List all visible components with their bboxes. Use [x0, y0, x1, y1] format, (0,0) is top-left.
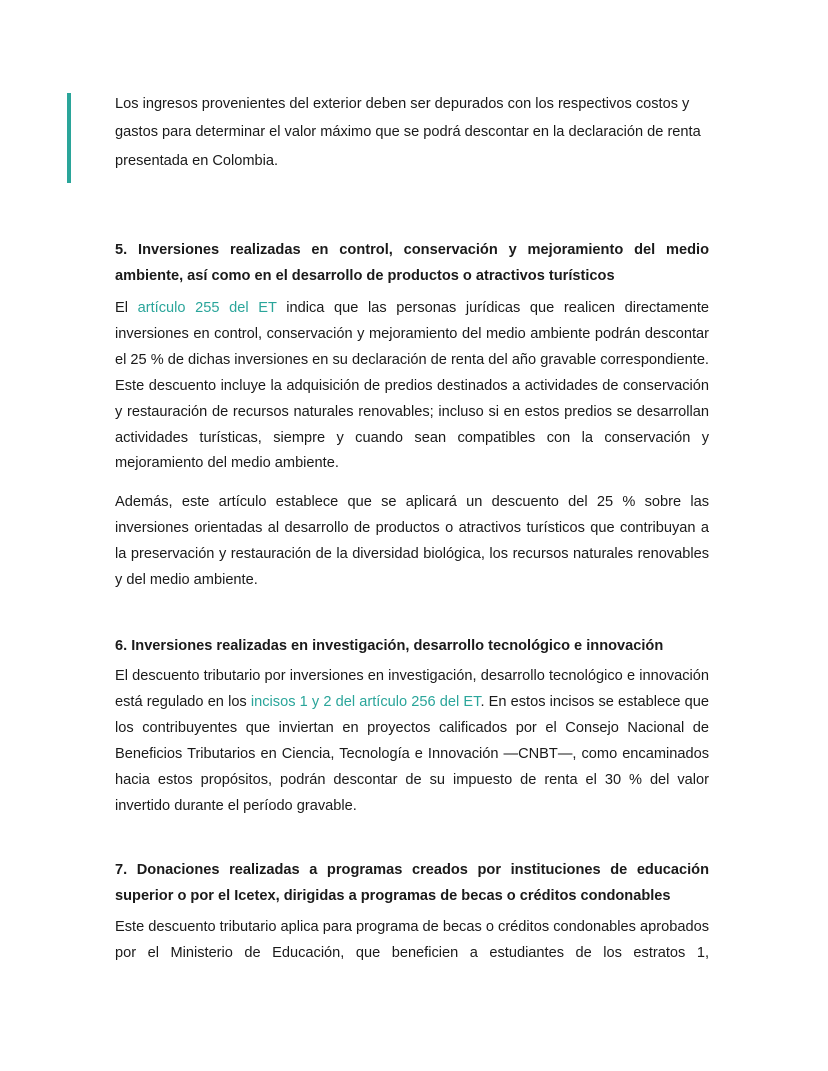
section-7-paragraph-1: Este descuento tributario aplica para programa de becas o créditos condonables aprobados por el Ministerio de Educación, que beneficien a estudiantes de los estratos 1,	[115, 919, 709, 961]
section-6-p1-pre: El descuento tributario por inversiones en investigación, desarrollo tecnológico e innovación está regulado en los	[115, 668, 709, 710]
article-255-link[interactable]: artículo 255 del ET	[137, 300, 277, 316]
section-5-paragraph-2: Además, este artículo establece que se aplicará un descuento del 25 % sobre las inversiones orientadas al desarrollo de productos o atractivos turísticos que contribuyan a la preservación y restauración de la diversidad biológica, los recursos naturales renovables y del medio ambiente.	[115, 494, 709, 588]
article-256-link[interactable]: incisos 1 y 2 del artículo 256 del ET	[250, 693, 481, 710]
section-5-p1-post: indica que las personas jurídicas que realicen directamente inversiones en control, conservación y mejoramiento del medio ambiente podrán descontar el 25 % de dichas inversiones en su declaración de renta del año gravable correspondiente. Este descuento incluye la adquisición de predios destinados a actividades de conservación y restauración de recursos naturales renovables; incluso si en estos predios se desarrollan actividades turísticas, siempre y cuando sean compatibles con la conservación y mejoramiento del medio ambiente.	[115, 300, 709, 472]
section-6-p1-post: . En estos incisos se establece que los contribuyentes que inviertan en proyectos calificados por el Consejo Nacional de Beneficios Tributarios en Ciencia, Tecnología e Innovación —CNBT—, como encaminados hacia estos propósitos, podrán descontar de su impuesto de renta el 30 % del valor invertido durante el período gravable.	[115, 693, 709, 814]
callout-text: Los ingresos provenientes del exterior deben ser depurados con los respectivos costos y gastos para determinar el valor máximo que se podrá descontar en la declaración de renta presentada en Colombia.	[115, 96, 701, 169]
section-5-paragraph-1	[115, 296, 709, 477]
section-5-heading: 5. Inversiones realizadas en control, conservación y mejoramiento del medio ambiente, así como en el desarrollo de productos o atractivos turísticos	[115, 242, 709, 284]
section-5-p1-pre: El	[115, 300, 138, 316]
section-7-heading: 7. Donaciones realizadas a programas creados por instituciones de educación superior o por el Icetex, dirigidas a programas de becas o créditos condonables	[115, 862, 709, 904]
section-6-heading: 6. Inversiones realizadas en investigación, desarrollo tecnológico e innovación	[115, 638, 664, 654]
section-6-paragraph-1	[115, 664, 709, 819]
callout-accent-bar	[67, 93, 71, 183]
